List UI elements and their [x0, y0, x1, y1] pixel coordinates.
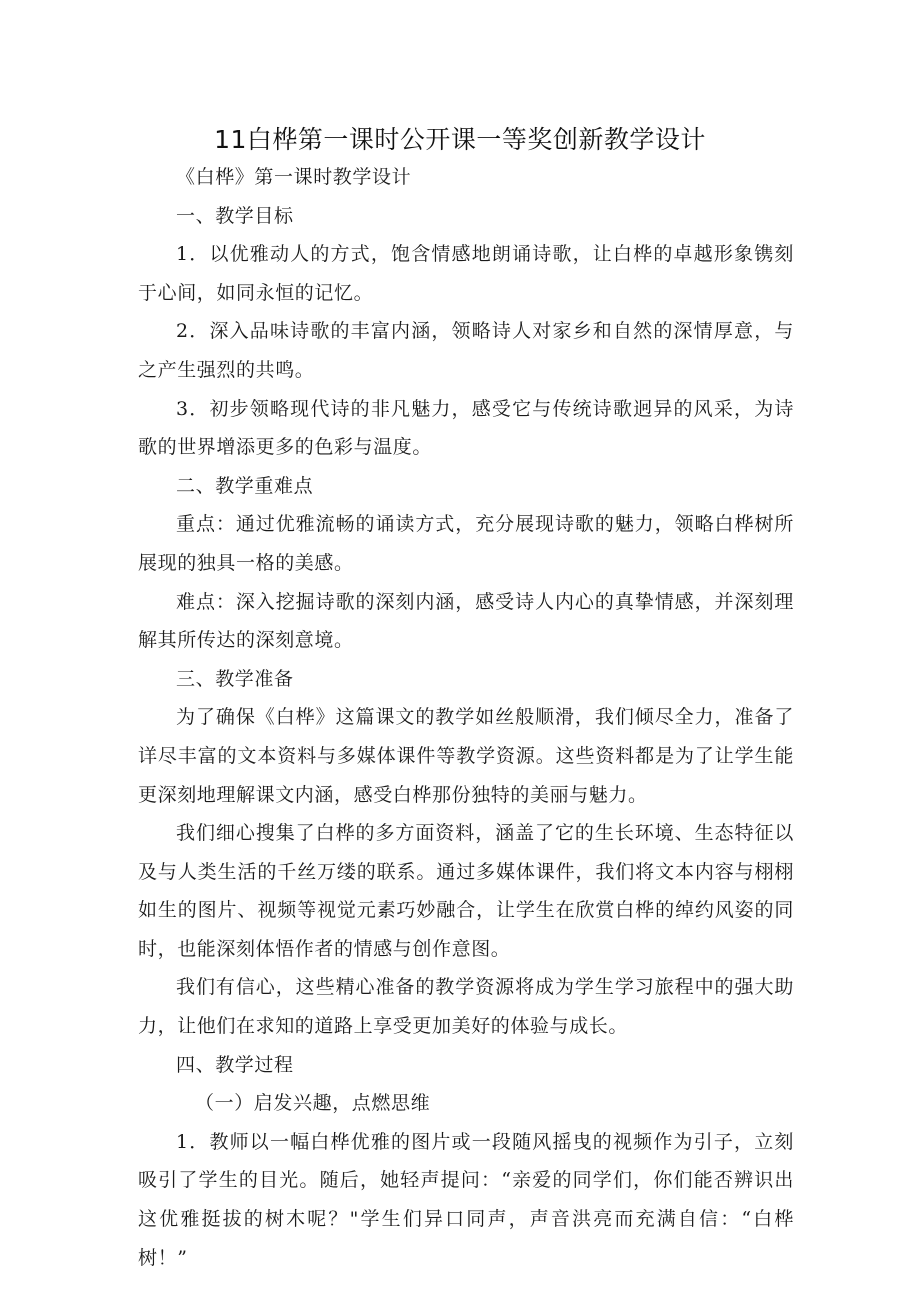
document-title: 11白桦第一课时公开课一等奖创新教学设计	[214, 125, 706, 154]
document-body	[138, 158, 794, 1277]
section-heading-process: 四、教学过程	[176, 1053, 294, 1076]
body-paragraph: 1．教师以一幅白桦优雅的图片或一段随风摇曳的视频作为引子，立刻吸引了学生的目光。随后，她轻声提问：“亲爱的同学们，你们能否辨识出这优雅挺拔的树木呢？"学生们异口同声，声音洪亮而充满自信：“白桦树！”	[138, 1130, 794, 1269]
body-paragraph: 我们细心搜集了白桦的多方面资料，涵盖了它的生长环境、生态特征以及与人类生活的千丝万缕的联系。通过多媒体课件，我们将文本内容与栩栩如生的图片、视频等视觉元素巧妙融合，让学生在欣赏白桦的绰约风姿的同时，也能深刻体悟作者的情感与创作意图。	[138, 822, 794, 960]
goal-item: 2．深入品味诗歌的丰富内涵，领略诗人对家乡和自然的深情厚意，与之产生强烈的共鸣。	[138, 320, 794, 381]
section-heading-goals: 一、教学目标	[176, 204, 294, 227]
body-paragraph: 为了确保《白桦》这篇课文的教学如丝般顺滑，我们倾尽全力，准备了详尽丰富的文本资料与多媒体课件等教学资源。这些资料都是为了让学生能更深刻地理解课文内涵，感受白桦那份独特的美丽与魅力。	[138, 706, 794, 806]
lesson-subtitle: 《白桦》第一课时教学设计	[176, 166, 412, 188]
goal-item: 1．以优雅动人的方式，饱含情感地朗诵诗歌，让白桦的卓越形象镌刻于心间，如同永恒的记忆。	[138, 243, 794, 304]
subsection-heading: （一）启发兴趣，点燃思维	[195, 1092, 431, 1115]
section-heading-preparation: 三、教学准备	[176, 667, 294, 690]
key-point: 重点：通过优雅流畅的诵读方式，充分展现诗歌的魅力，领略白桦树所展现的独具一格的美感。	[138, 513, 794, 574]
section-heading-key-points: 二、教学重难点	[176, 474, 314, 497]
difficult-point: 难点：深入挖掘诗歌的深刻内涵，感受诗人内心的真挚情感，并深刻理解其所传达的深刻意境。	[138, 590, 794, 652]
body-paragraph: 我们有信心，这些精心准备的教学资源将成为学生学习旅程中的强大助力，让他们在求知的道路上享受更加美好的体验与成长。	[138, 976, 794, 1038]
goal-item: 3．初步领略现代诗的非凡魅力，感受它与传统诗歌迥异的风采，为诗歌的世界增添更多的色彩与温度。	[138, 397, 794, 459]
